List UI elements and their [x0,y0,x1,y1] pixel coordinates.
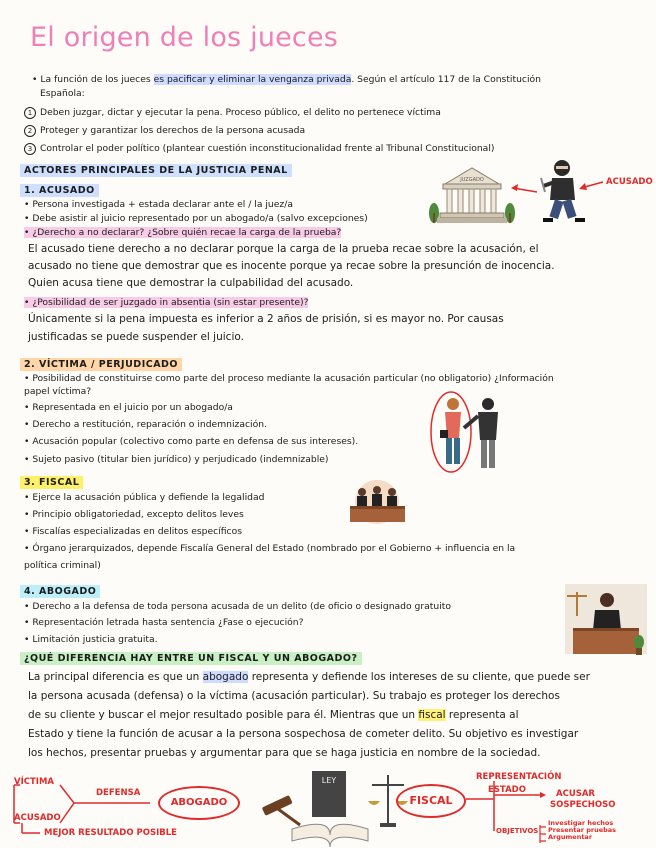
red-arrow-icon [511,184,537,192]
acusado-answer-line: justificadas se puede suspender el juicio. [28,331,244,343]
section-header-diferencia: ¿QUÉ DIFERENCIA HAY ENTRE UN FISCAL Y UN ABOGADO? [20,652,362,665]
number-badge: 3 [24,143,36,155]
victim-robbery-illustration [428,390,518,480]
diagram-abogado-oval: ABOGADO [158,786,240,820]
gavel-icon [262,795,300,825]
fiscal-bullet: • Órgano jerarquizados, depende Fiscalía General del Estado (nombrado por el Gobierno + influencia en la [24,543,516,554]
diagram-objetivo-item: Argumentar [548,833,593,841]
thief-icon [541,160,585,222]
acusado-bullet-2: • Debe asistir al juicio representado por un abogado/a (salvo excepciones) [24,213,368,224]
abogado-bullet: • Derecho a la defensa de toda persona acusada de un delito (de oficio o designado gratuito [24,601,451,612]
section-header-abogado: 4. ABOGADO [20,585,100,598]
diagram-objetivo-item: Presentar pruebas [548,826,617,834]
fiscal-bullet: • Ejerce la acusación pública y defiende la legalidad [24,492,265,503]
abogado-bullet: • Representación letrada hasta sentencia ¿Fase o ejecución? [24,617,304,628]
diferencia-line: los hechos, presentar pruebas y argumentar para que se haga justicia en nombre de la sociedad. [28,747,541,759]
robber-icon [464,398,498,468]
victima-bullet: • Sujeto pasivo (titular bien jurídico) y perjudicado (indemnizable) [24,454,329,465]
acusado-answer-line: Quien acusa tiene que demostrar la culpabilidad del acusado. [28,277,354,289]
section-header-victima: 2. VÍCTIMA / PERJUDICADO [20,358,182,371]
acusado-answer-line: El acusado tiene derecho a no declarar porque la carga de la prueba recae sobre la acusación, el [28,243,539,255]
victima-bullet: • Derecho a restitución, reparación o indemnización. [24,419,267,430]
diagram-sospechoso: SOSPECHOSO [550,800,616,810]
diagram-objetivos: OBJETIVOS [496,827,539,835]
acusado-answer-line: acusado no tiene que demostrar que es inocente porque ya recae sobre la presunción de inocencia. [28,260,555,272]
number-badge: 2 [24,125,36,137]
diagram-acusar: ACUSAR [556,789,595,799]
courthouse-thief-illustration [425,158,655,228]
highlight-abogado: abogado [202,671,249,683]
section-header-fiscal: 3. FISCAL [20,476,83,489]
judges-icon [350,486,405,522]
victima-bullet: • Acusación popular (colectivo como parte en defensa de sus intereses). [24,436,359,447]
diagram-mejor-resultado: MEJOR RESULTADO POSIBLE [44,828,177,838]
diferencia-line: La principal diferencia es que un abogado representa y defiende los intereses de su cliente, que puede ser [28,671,590,683]
diagram-representacion: REPRESENTACIÓN [476,772,562,782]
woman-victim-icon [440,398,461,464]
diagram-victima: VÍCTIMA [14,777,54,787]
lawyer-desk-illustration [565,584,647,662]
page-title: El origen de los jueces [30,22,339,53]
victima-bullet: papel víctima? [24,386,92,397]
red-arrow-icon [579,182,603,190]
fiscal-bullet: • Principio obligatoriedad, excepto delitos leves [24,509,244,520]
acusado-bullet-1: • Persona investigada + estada declarar ante el / la juez/a [24,199,293,210]
number-badge: 1 [24,107,36,119]
diagram-acusado: ACUSADO [14,813,61,823]
intro-item-3: 3 Controlar el poder político (plantear cuestión inconstitucionalidad frente al Tribunal Constitucional) [24,143,494,155]
intro-line-1: • La función de los jueces es pacificar y eliminar la venganza privada. Según el artículo 117 de la Constitución [32,74,541,85]
diagram-objetivo-item: Investigar hechos [548,819,614,827]
intro-line-2: Española: [40,88,85,99]
intro-item-1: 1 Deben juzgar, dictar y ejecutar la pena. Proceso público, el delito no pertenece víctima [24,107,441,119]
section-header-acusado: 1. ACUSADO [20,184,99,197]
judges-bench-illustration [340,478,415,530]
highlight-pacificar: es pacificar y eliminar la venganza privada [153,74,352,85]
diagram-defensa: DEFENSA [96,788,141,798]
diferencia-line: de su cliente y buscar el mejor resultado posible para él. Mientras que un fiscal representa al [28,709,519,721]
diferencia-line: la persona acusada (defensa) o la víctima (acusación particular). Su trabajo es proteger los derechos [28,690,560,702]
acusado-answer-line: Únicamente si la pena impuesta es inferior a 2 años de prisión, si es mayor no. Por causas [28,313,504,325]
fiscal-bullet: • Fiscalías especializadas en delitos específicos [24,526,242,537]
acusado-question-2: • ¿Posibilidad de ser juzgado in absentia (sin estar presente)? [24,297,309,308]
intro-item-2: 2 Proteger y garantizar los derechos de la persona acusada [24,125,305,137]
desk-icon [573,628,639,654]
highlight-fiscal: fiscal [418,709,446,721]
victima-bullet: • Representada en el juicio por un abogado/a [24,402,233,413]
diferencia-line: Estado y tiene la función de acusar a la persona sospechosa de cometer delito. Su objetivo es investigar [28,728,579,740]
diagram-estado: ESTADO [488,785,526,795]
diagram-fiscal-oval: FISCAL [396,784,466,818]
section-header-actores: ACTORES PRINCIPALES DE LA JUSTICIA PENAL [20,164,292,177]
victima-bullet: • Posibilidad de constituirse como parte del proceso mediante la acusación particular (no obligatorio) ¿Información [24,373,554,384]
acusado-label: ACUSADO [606,177,653,187]
building-sign: JUZGADO [460,177,484,183]
fiscal-bullet: política criminal) [24,560,101,571]
acusado-question-1: • ¿Derecho a no declarar? ¿Sobre quién recae la carga de la prueba? [24,227,342,238]
book-label: LEY [321,776,337,785]
abogado-bullet: • Limitación justicia gratuita. [24,634,158,645]
